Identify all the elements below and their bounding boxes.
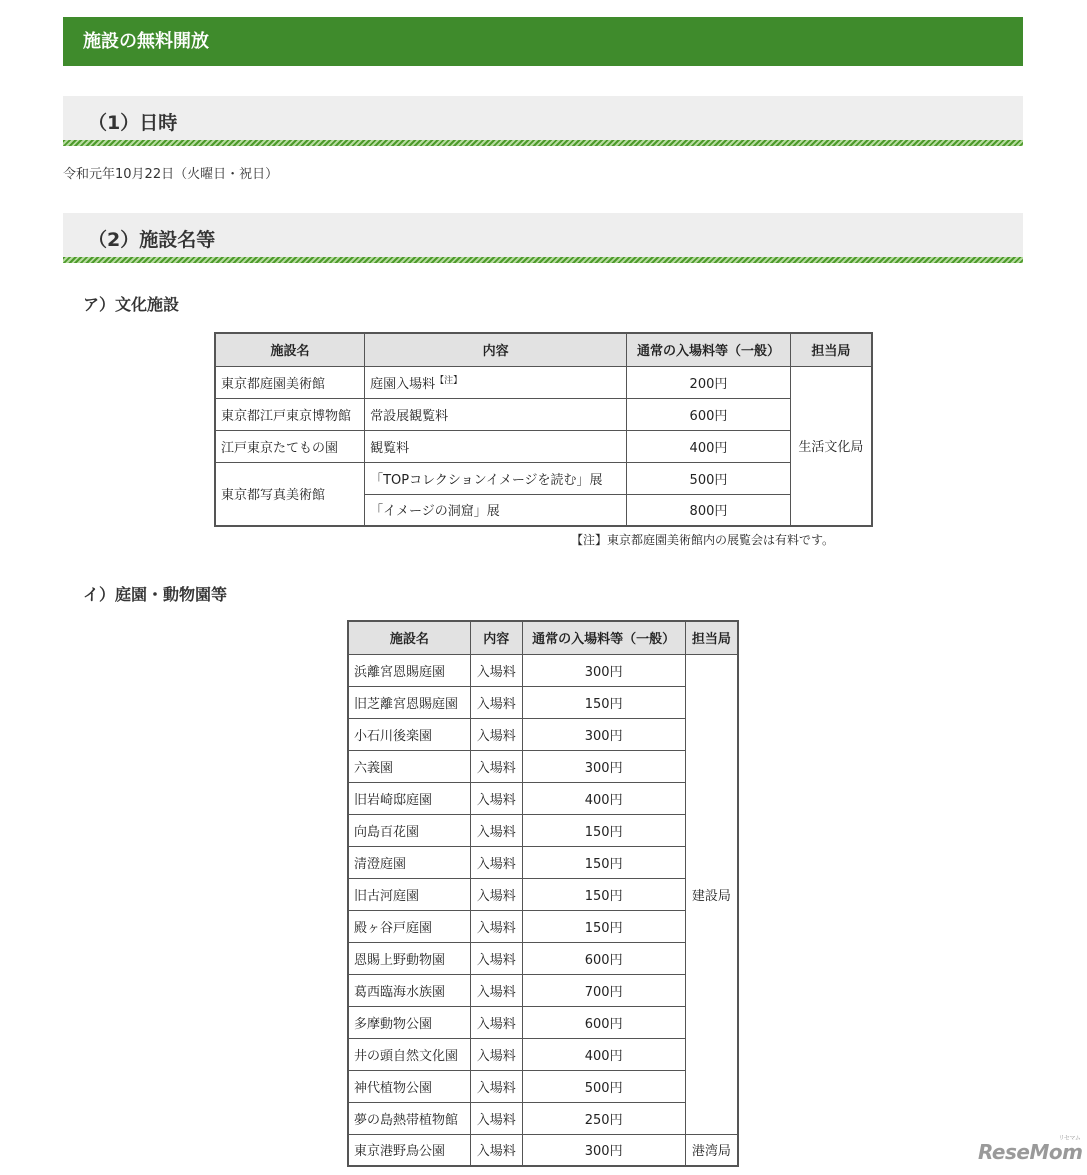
content-cell: 観覧料: [365, 430, 627, 462]
fee-cell: 800円: [627, 494, 791, 526]
content-cell: 入場料: [470, 974, 522, 1006]
content-cell: 入場料: [470, 718, 522, 750]
facility-name: 東京港野鳥公園: [348, 1134, 470, 1166]
header-facility: 施設名: [348, 621, 470, 654]
culture-note: 【注】東京都庭園美術館内の展覧会は有料です。: [571, 533, 835, 547]
culture-facilities-table: [214, 332, 873, 527]
facility-name: 東京都庭園美術館: [215, 366, 365, 398]
content-text: 庭園入場料: [370, 376, 436, 392]
table-row: [348, 1038, 738, 1070]
content-cell: [365, 366, 627, 398]
table-row: [348, 718, 738, 750]
heading-stripe: [63, 140, 1023, 146]
table-row: [348, 942, 738, 974]
content-cell: 入場料: [470, 1070, 522, 1102]
table-row: [348, 910, 738, 942]
gardens-zoos-table: [347, 620, 739, 1167]
content-cell: 入場料: [470, 814, 522, 846]
heading-stripe: [63, 257, 1023, 263]
table-row: [215, 398, 872, 430]
fee-cell: 600円: [627, 398, 791, 430]
table-row: [348, 878, 738, 910]
table-row: [348, 846, 738, 878]
content-cell: 「イメージの洞窟」展: [365, 494, 627, 526]
table-row: [215, 366, 872, 398]
bureau-cell: 建設局: [685, 654, 738, 1134]
section-heading-datetime: [63, 96, 1023, 146]
table-row: [348, 974, 738, 1006]
subheading-culture: ア）文化施設: [83, 295, 180, 314]
facility-name: 井の頭自然文化園: [348, 1038, 470, 1070]
fee-cell: 400円: [522, 782, 685, 814]
content-cell: 入場料: [470, 878, 522, 910]
fee-cell: 250円: [522, 1102, 685, 1134]
page-title: 施設の無料開放: [63, 17, 1023, 66]
bureau-cell: 港湾局: [685, 1134, 738, 1166]
facility-name: 恩賜上野動物園: [348, 942, 470, 974]
header-facility: 施設名: [215, 333, 365, 366]
table-row: [215, 462, 872, 494]
table-row: [348, 1102, 738, 1134]
facility-name: 浜離宮恩賜庭園: [348, 654, 470, 686]
logo-tagline: リセマム: [1058, 1135, 1081, 1142]
table-row: [348, 1006, 738, 1038]
facility-name: 旧岩崎邸庭園: [348, 782, 470, 814]
table-header-row: [215, 333, 872, 366]
fee-cell: 300円: [522, 750, 685, 782]
table-row: [348, 782, 738, 814]
content-cell: 「TOPコレクションイメージを読む」展: [365, 462, 627, 494]
bureau-cell: 生活文化局: [790, 366, 872, 526]
header-fee: 通常の入場料等（一般）: [627, 333, 791, 366]
content-cell: 入場料: [470, 846, 522, 878]
content-cell: 入場料: [470, 686, 522, 718]
header-fee: 通常の入場料等（一般）: [522, 621, 685, 654]
content-cell: 入場料: [470, 1134, 522, 1166]
facility-name: 旧芝離宮恩賜庭園: [348, 686, 470, 718]
logo-text: ReseMom: [978, 1140, 1083, 1164]
header-bureau: 担当局: [685, 621, 738, 654]
table-row: [348, 814, 738, 846]
facility-name: 六義園: [348, 750, 470, 782]
fee-cell: 150円: [522, 846, 685, 878]
fee-cell: 150円: [522, 686, 685, 718]
fee-cell: 300円: [522, 718, 685, 750]
resemom-logo: [978, 1135, 1083, 1164]
table-row: [348, 750, 738, 782]
fee-cell: 150円: [522, 910, 685, 942]
facility-name: 神代植物公園: [348, 1070, 470, 1102]
subheading-gardens: イ）庭園・動物園等: [83, 585, 228, 604]
section-heading-facilities: [63, 213, 1023, 263]
content-cell: 入場料: [470, 1006, 522, 1038]
content-cell: 入場料: [470, 750, 522, 782]
fee-cell: 300円: [522, 654, 685, 686]
content-cell: 入場料: [470, 910, 522, 942]
fee-cell: 300円: [522, 1134, 685, 1166]
facility-name: 東京都江戸東京博物館: [215, 398, 365, 430]
fee-cell: 500円: [627, 462, 791, 494]
table-row: [348, 686, 738, 718]
fee-cell: 500円: [522, 1070, 685, 1102]
table-row: [348, 1070, 738, 1102]
header-content: 内容: [470, 621, 522, 654]
facility-name: 向島百花園: [348, 814, 470, 846]
table-row: [348, 654, 738, 686]
facility-name: 東京都写真美術館: [215, 462, 365, 526]
content-cell: 入場料: [470, 1102, 522, 1134]
facility-name: 旧古河庭園: [348, 878, 470, 910]
content-cell: 入場料: [470, 1038, 522, 1070]
fee-cell: 400円: [522, 1038, 685, 1070]
fee-cell: 200円: [627, 366, 791, 398]
table-row: [215, 430, 872, 462]
header-bureau: 担当局: [790, 333, 872, 366]
facility-name: 江戸東京たてもの園: [215, 430, 365, 462]
facility-name: 夢の島熱帯植物館: [348, 1102, 470, 1134]
facility-name: 多摩動物公園: [348, 1006, 470, 1038]
facility-name: 殿ヶ谷戸庭園: [348, 910, 470, 942]
fee-cell: 600円: [522, 942, 685, 974]
table-row: [348, 1134, 738, 1166]
content-cell: 常設展観覧料: [365, 398, 627, 430]
header-content: 内容: [365, 333, 627, 366]
content-cell: 入場料: [470, 782, 522, 814]
section-heading-text: （2）施設名等: [88, 229, 216, 251]
fee-cell: 700円: [522, 974, 685, 1006]
event-date: 令和元年10月22日（火曜日・祝日）: [63, 167, 279, 182]
note-marker: 【注】: [435, 375, 463, 386]
content-cell: 入場料: [470, 942, 522, 974]
fee-cell: 600円: [522, 1006, 685, 1038]
table-header-row: [348, 621, 738, 654]
fee-cell: 150円: [522, 878, 685, 910]
fee-cell: 150円: [522, 814, 685, 846]
facility-name: 清澄庭園: [348, 846, 470, 878]
section-heading-text: （1）日時: [88, 112, 178, 134]
content-cell: 入場料: [470, 654, 522, 686]
facility-name: 葛西臨海水族園: [348, 974, 470, 1006]
fee-cell: 400円: [627, 430, 791, 462]
facility-name: 小石川後楽園: [348, 718, 470, 750]
